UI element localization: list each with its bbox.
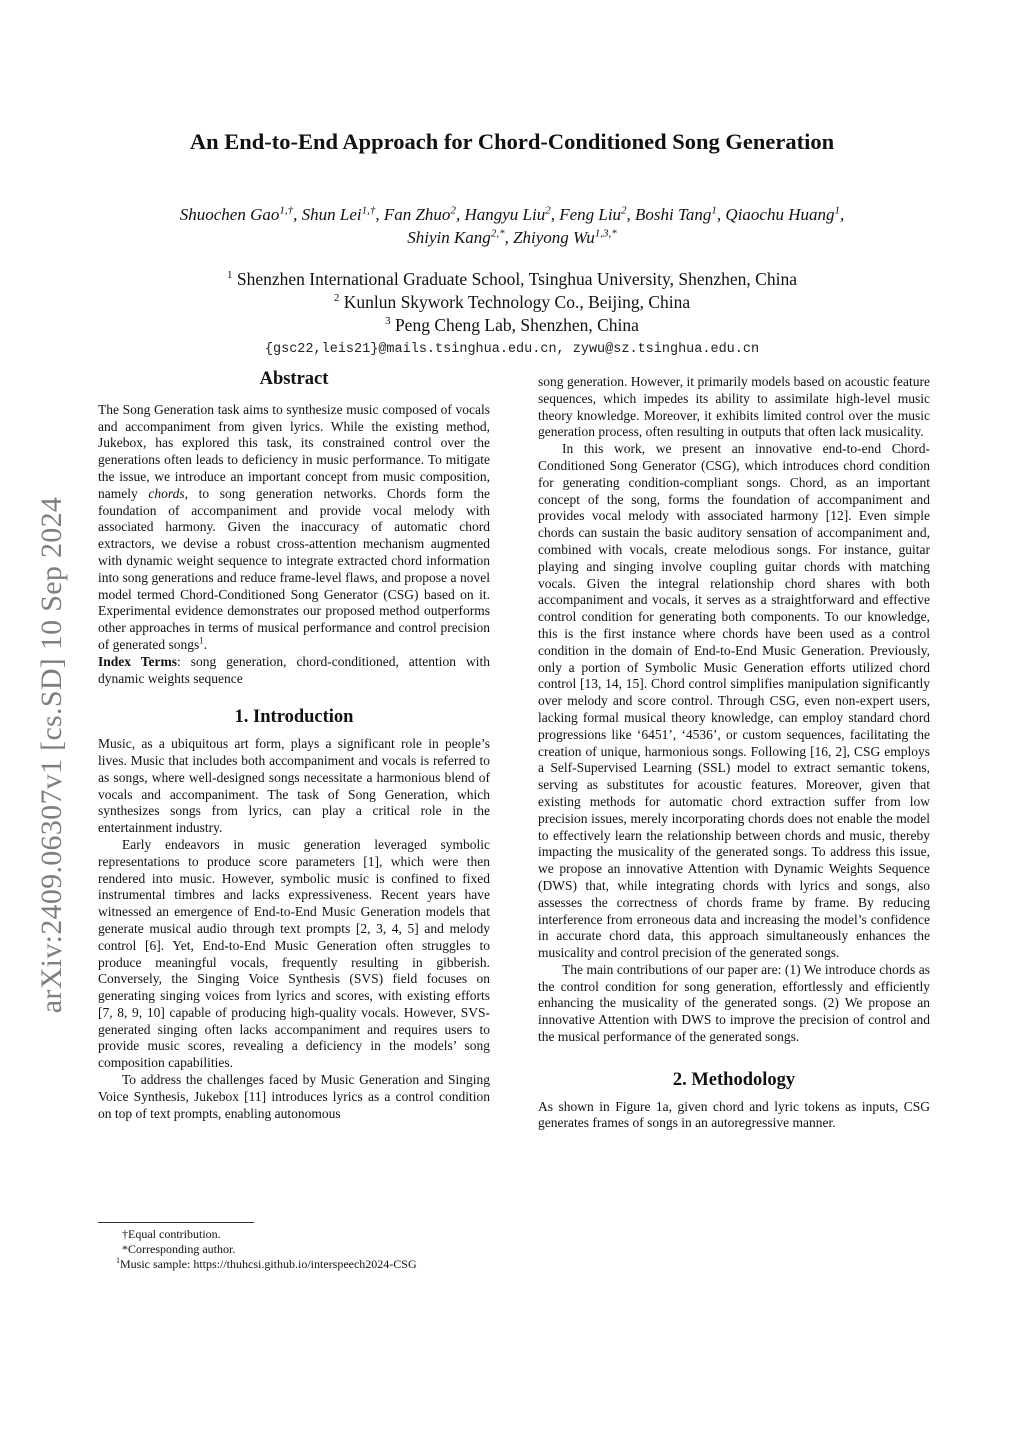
intro-paragraph-5: The main contributions of our paper are: (1) We introduce chords as the control condition for song generation, effortlessly and efficiently enhancing the musicality of the generated songs. (2) We propose an innovative Attention with DWS to improve the precision of control and the musical performance of the generated songs. bbox=[538, 961, 930, 1045]
footnote-music-sample: $^1$Music sample: https://thuhcsi.github.io/interspeech2024-CSG bbox=[116, 1256, 417, 1271]
footnote-equal-contribution: †Equal contribution. bbox=[122, 1227, 221, 1241]
author-name: Shiyin Kang bbox=[407, 228, 491, 247]
author-name: Boshi Tang bbox=[635, 205, 712, 224]
intro-paragraph-3: To address the challenges faced by Music Generation and Singing Voice Synthesis, Jukebox [11] introduces lyrics as a control condition on top of text prompts, enabling autonomous bbox=[98, 1072, 490, 1121]
index-terms: Index Terms: song generation, chord-conditioned, attention with dynamic weights sequence bbox=[98, 653, 490, 686]
author-name: Hangyu Liu bbox=[464, 205, 546, 224]
intro-paragraph-3-continued: song generation. However, it primarily models based on acoustic feature sequences, which impedes its ability to assimilate high-level music theory knowledge. Moreover, it exhibits limited control over the music generation process, often resulting in outputs that often lack musicality. bbox=[538, 374, 930, 440]
author-name: Zhiyong Wu bbox=[513, 228, 595, 247]
methodology-paragraph-1: As shown in Figure 1a, given chord and lyric tokens as inputs, CSG generates frames of songs in an autoregressive manner. bbox=[538, 1098, 930, 1131]
footnote-corresponding-author: *Corresponding author. bbox=[122, 1242, 236, 1256]
author-list bbox=[100, 203, 924, 249]
abstract-paragraph: The Song Generation task aims to synthesize music composed of vocals and accompaniment from given lyrics. While the existing method, Jukebox, has explored this task, its constrained control over the generations often leads to deficiency in music performance. To mitigate the issue, we introduce an important concept from music composition, namely chords, to song generation networks. Chords form the foundation of accompaniment and provide vocal melody with associated harmony. Given the inaccuracy of automatic chord extractors, we devise a robust cross-attention mechanism augmented with dynamic weight sequence to integrate extracted chord information into song generations and reduce frame-level flaws, and propose a novel model termed Chord-Conditioned Song Generator (CSG) based on it. Experimental evidence demonstrates our proposed method outperforms other approaches in terms of musical performance and control precision of generated songs$^1$. bbox=[98, 401, 490, 652]
affiliations bbox=[0, 268, 1024, 337]
author-affiliation-marker: 2,* bbox=[490, 227, 505, 240]
affiliation-1: $^1$ Shenzhen International Graduate School, Tsinghua University, Shenzhen, China bbox=[227, 269, 797, 289]
author-affiliation-marker: 1 bbox=[711, 204, 717, 217]
footnote-marker: 1 bbox=[199, 635, 204, 646]
author-affiliation-marker: 1 bbox=[834, 204, 840, 217]
author-affiliation-marker: 2 bbox=[545, 204, 551, 217]
footnotes bbox=[98, 1222, 490, 1272]
author-affiliation-marker: 1,3,* bbox=[594, 227, 617, 240]
abstract-heading: Abstract bbox=[259, 369, 329, 389]
author-name: Qiaochu Huang bbox=[725, 205, 835, 224]
right-column bbox=[538, 374, 930, 1132]
author-affiliation-marker: 2 bbox=[621, 204, 627, 217]
paper-title: An End-to-End Approach for Chord-Conditioned Song Generation bbox=[189, 129, 835, 154]
author-affiliation-marker: 1,† bbox=[361, 204, 376, 217]
intro-paragraph-4: In this work, we present an innovative end-to-end Chord-Conditioned Song Generator (CSG), which introduces chord condition for generating condition-compliant songs. Chord, as an important concept of the song, forms the foundation of accompaniment and provides vocal melody with associated harmony [12]. Even simple chords can sustain the basic auditory sensation of accompaniment and, combined with vocals, create melodious songs. For instance, guitar playing and singing involve coupling guitar chords with matching vocals. Given the integral relationship chord shares with both accompaniment and vocals, it serves as a straightforward and effective control condition for generating both components. To our knowledge, this is the first instance where chords have been used as a control condition in the domain of End-to-End Music Generation. Previously, only a portion of Symbolic Music Generation efforts utilized chord control [13, 14, 15]. Chord control simplifies manipulation significantly over melody and score control. Through CSG, even non-expert users, lacking formal musical theory knowledge, can employ standard chord progressions like ‘6451’, ‘4536’, or custom sequences, facilitating the creation of unique, harmonious songs. Following [16, 2], CSG employs a Self-Supervised Learning (SSL) model to extract semantic tokens, serving as substitutes for acoustic features. Moreover, given that existing methods for automatic chord extraction suffer from low precision issues, merely incorporating chords does not enable the model to effectively learn the relationship between chords and music, thereby impacting the musicality of the generated songs. To address this issue, we propose an innovative Attention with Dynamic Weights Sequence (DWS) that, while integrating chords with lyrics and songs, also assesses the correctness of chords frame by frame. By reducing interference from erroneous data and increasing the model’s confidence in accurate chord data, this approach simultaneously enhances the musicality and control precision of the generated songs. bbox=[538, 441, 930, 961]
intro-paragraph-1: Music, as a ubiquitous art form, plays a significant role in people’s lives. Music that includes both accompaniment and vocals is referred to as songs, where well-designed songs necessitate a harmonious blend of vocals and accompaniment. The task of Song Generation, which synthesizes songs from lyrics, can play a critical role in the entertainment industry. bbox=[98, 736, 490, 836]
left-column bbox=[98, 370, 490, 1122]
footnote-rule bbox=[98, 1222, 254, 1223]
affiliation-2: $^2$ Kunlun Skywork Technology Co., Beijing, China bbox=[333, 292, 691, 312]
author-name: Shuochen Gao bbox=[179, 205, 280, 224]
author-line-2: Shiyin Kang$^{2,*}$, Zhiyong $Wu^{1,3,*}$ bbox=[407, 227, 617, 247]
intro-paragraph-2: Early endeavors in music generation leveraged symbolic representations to produce score parameters [1], which were then rendered into music. However, symbolic music is confined to fixed instrumental timbres and lacks expressiveness. Recent years have witnessed an emergence of End-to-End Music Generation models that generate musical audio through text prompts [2, 3, 4, 5] and melody control [6]. Yet, End-to-End Music Generation often struggles to produce meaningful vocals, frequently resulting in gibberish. Conversely, the Singing Voice Synthesis (SVS) field focuses on generating singing voices from lyrics and scores, with existing efforts [7, 8, 9, 10] capable of producing high-quality vocals. However, SVS-generated singing often lacks accompaniment and requires users to provide music scores, revealing a deficiency in the models’ song composition capabilities. bbox=[98, 836, 490, 1071]
author-affiliation-marker: 2 bbox=[450, 204, 456, 217]
arxiv-identifier bbox=[22, 455, 82, 1055]
author-name: Shun Lei bbox=[301, 205, 362, 224]
author-name: Fan Zhuo bbox=[383, 205, 451, 224]
author-line-1: Shuochen Gao$^{1,\dagger}$, Shun Lei$^{1,\dagger}$, Fan Zhuo$^2$, Hangyu Liu$^2$, Feng Liu$^2$, Boshi Tang$^1$, Qiaochu Huang$^1$, bbox=[179, 204, 845, 224]
author-emails: {gsc22,leis21}@mails.tsinghua.edu.cn, zywu@sz.tsinghua.edu.cn bbox=[264, 342, 760, 357]
arxiv-identifier-text: arXiv:2409.06307v1 [cs.SD] 10 Sep 2024 bbox=[35, 496, 68, 1014]
author-affiliation-marker: 1,† bbox=[279, 204, 294, 217]
affiliation-3: $^3$ Peng Cheng Lab, Shenzhen, China bbox=[385, 315, 639, 335]
introduction-heading: 1. Introduction bbox=[234, 707, 354, 728]
methodology-heading: 2. Methodology bbox=[672, 1069, 796, 1090]
author-name: Feng Liu bbox=[559, 205, 622, 224]
